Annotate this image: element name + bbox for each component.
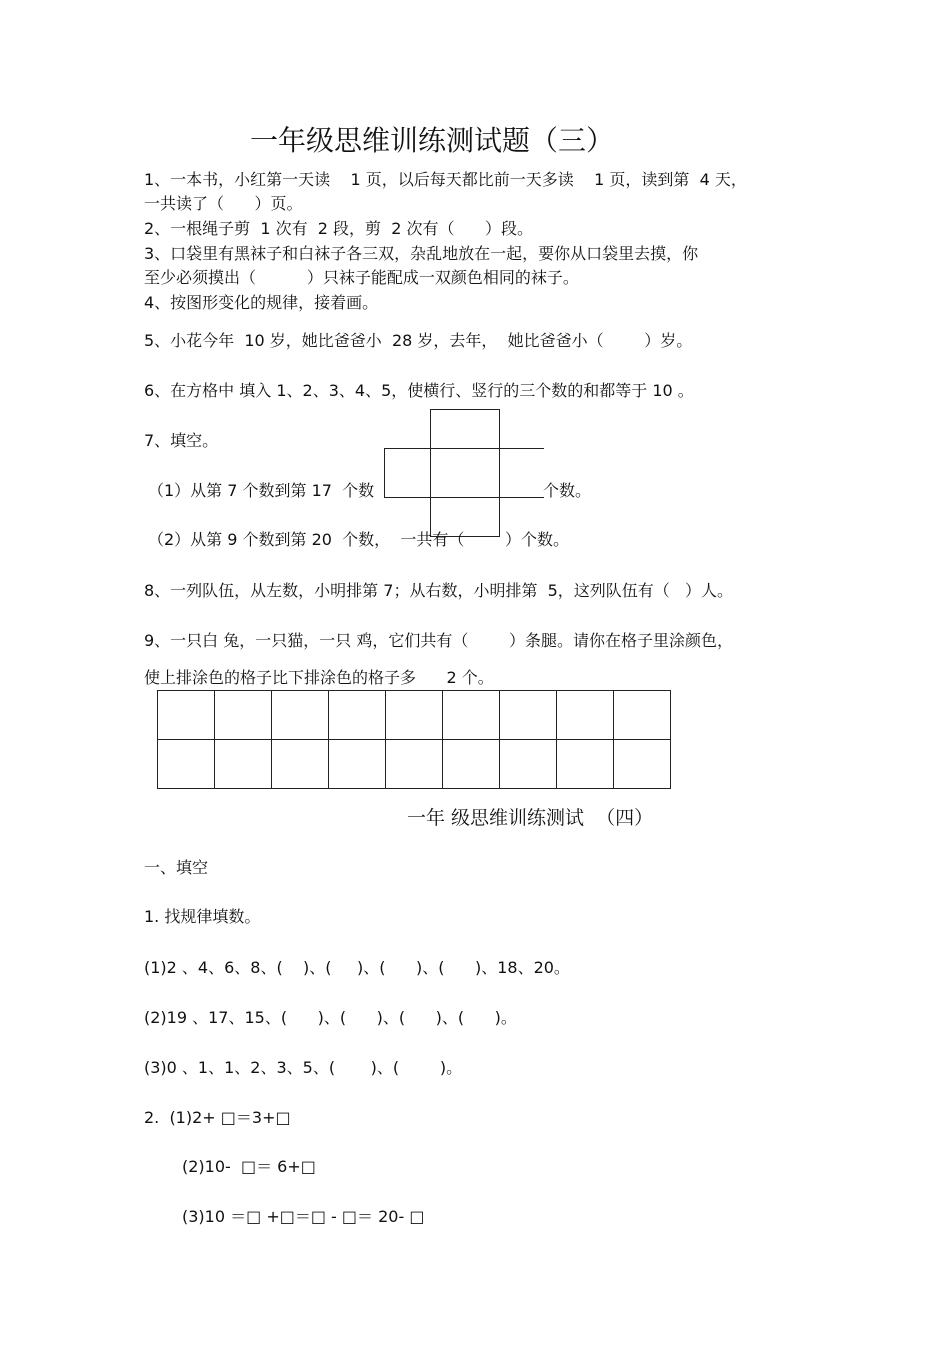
grid-cell	[272, 740, 329, 789]
question-5: 5、小花今年 10 岁，她比爸爸小 28 岁，去年， 她比爸爸小（ ）岁。	[144, 331, 693, 350]
cross-grid-horizontal	[384, 448, 544, 498]
cross-grid-divider-top	[430, 448, 500, 449]
test4-question-1-part-2: (2)19 、17、15、( )、( )、( )、( )。	[144, 1008, 517, 1027]
section-1-heading: 一、填空	[144, 858, 209, 877]
grid-cell	[215, 691, 272, 740]
question-7-part-1-text: （1）从第 7 个数到第 17 个数	[148, 481, 375, 500]
grid-cell	[386, 691, 443, 740]
title-test-4: 一年 级思维训练测试 （四）	[407, 807, 654, 829]
grid-cell	[158, 691, 215, 740]
question-7: 7、填空。	[144, 431, 219, 450]
test4-question-2-part-3: (3)10 ＝□ +□＝□ - □＝ 20- □	[182, 1207, 425, 1226]
grid-cell	[500, 691, 557, 740]
grid-cell	[158, 740, 215, 789]
grid-cell	[329, 740, 386, 789]
question-3-line-2: 至少必须摸出（ ）只袜子能配成一双颜色相同的袜子。	[144, 268, 579, 287]
grid-cell	[614, 740, 671, 789]
question-8: 8、一列队伍，从左数，小明排第 7；从右数，小明排第 5，这列队伍有（ ）人。	[144, 581, 734, 600]
question-9-line-1: 9、一只白 兔，一只猫，一只 鸡，它们共有（ ）条腿。请你在格子里涂颜色，	[144, 631, 734, 650]
grid-cell	[557, 740, 614, 789]
question-3-line-1: 3、口袋里有黑袜子和白袜子各三双，杂乱地放在一起，要你从口袋里去摸，你	[144, 244, 699, 263]
grid-cell	[614, 691, 671, 740]
test4-question-1-part-1: (1)2 、4、6、8、( )、( )、( )、( )、18、20。	[144, 958, 570, 977]
grid-cell	[215, 740, 272, 789]
title-test-3: 一年级思维训练测试题（三）	[250, 124, 615, 157]
test4-question-2-part-1: 2. (1)2+ □＝3+□	[144, 1108, 291, 1127]
test4-question-2-part-2: (2)10- □＝ 6+□	[182, 1157, 316, 1176]
grid-cell	[386, 740, 443, 789]
grid-cell	[272, 691, 329, 740]
grid-cell	[329, 691, 386, 740]
test4-question-1: 1. 找规律填数。	[144, 907, 261, 926]
question-1-line-2: 一共读了（ ）页。	[144, 194, 303, 213]
question-4: 4、按图形变化的规律，接着画。	[144, 293, 379, 312]
question-6: 6、在方格中 填入 1、2、3、4、5，使横行、竖行的三个数的和都等于 10 。	[144, 381, 694, 400]
test4-question-1-part-3: (3)0 、1、1、2、3、5、( )、( )。	[144, 1058, 463, 1077]
grid-cell	[443, 740, 500, 789]
question-1-line-1: 1、一本书，小红第一天读 1 页，以后每天都比前一天多读 1 页，读到第 4 天，	[144, 170, 747, 189]
question-7-part-1-unit: 个数。	[543, 481, 592, 500]
grid-cell	[500, 740, 557, 789]
grid-row	[158, 691, 671, 740]
grid-cell	[557, 691, 614, 740]
question-9-line-2: 使上排涂色的格子比下排涂色的格子多 2 个。	[144, 668, 494, 687]
question-7-part-2: （2）从第 9 个数到第 20 个数， 一共有（ ）个数。	[148, 530, 570, 549]
grid-row	[158, 740, 671, 789]
grid-cell	[443, 691, 500, 740]
question-2: 2、一根绳子剪 1 次有 2 段，剪 2 次有（ ）段。	[144, 219, 534, 238]
coloring-grid	[157, 690, 671, 789]
